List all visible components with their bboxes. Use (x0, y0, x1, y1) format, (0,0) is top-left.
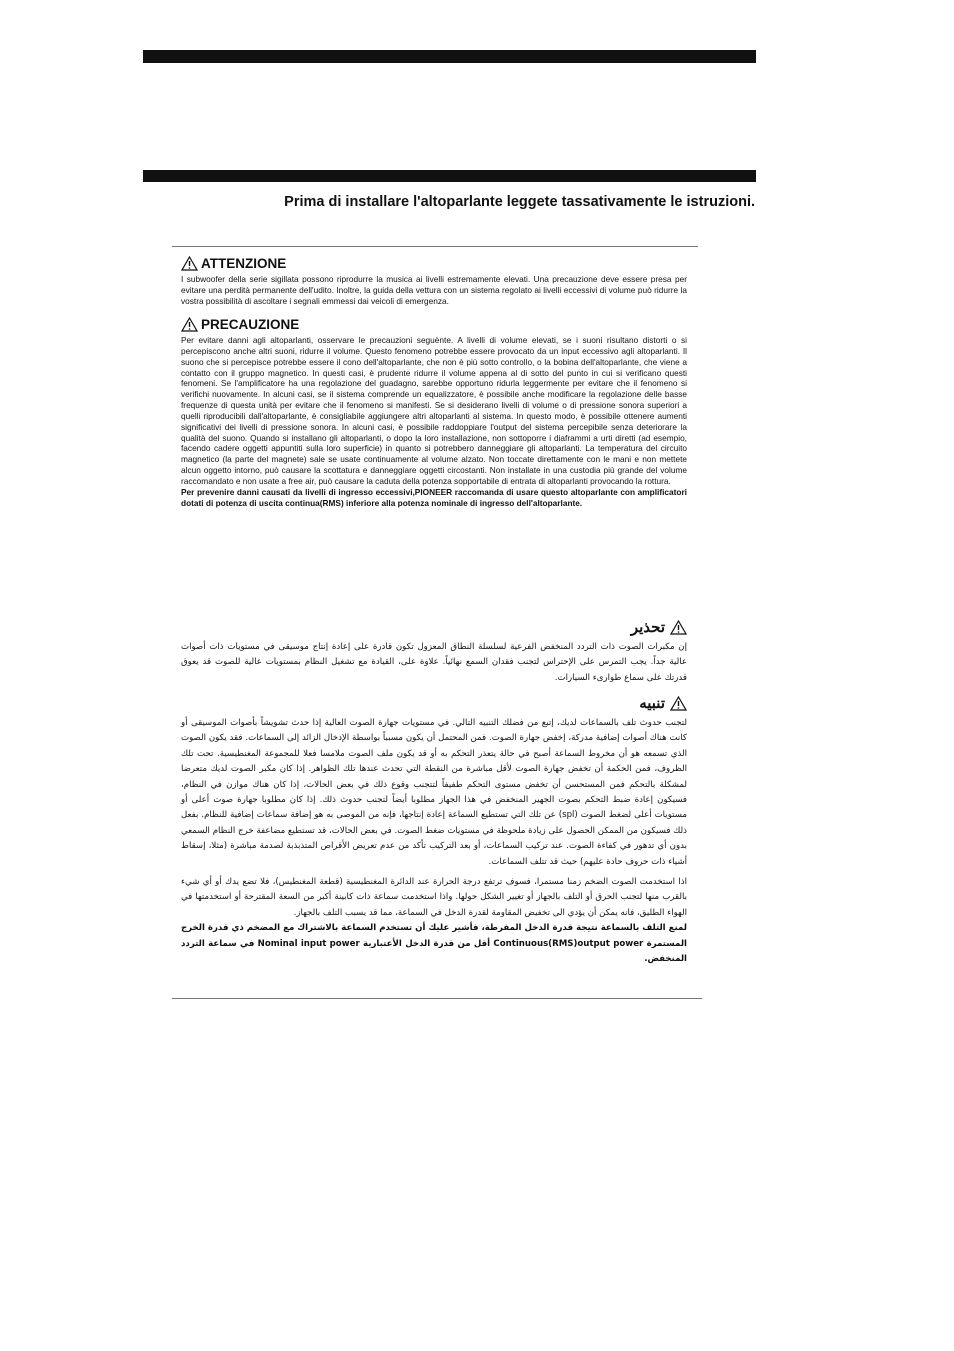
warning-triangle-icon (181, 317, 198, 332)
tanbih-bold-text: لمنع التلف بالسماعة نتيجة قدرة الدخل المفرطة، فأشير عليك أن تستخدم السماعة بالاشتراك مع المضخم ذي قدرة الخرج المستمرة Continuous(RMS)output power أقل من قدرة الدخل الأعتبارية Nominal input power في سماعة التردد المنخفض. (180, 923, 687, 965)
tahdhir-text: إن مكبرات الصوت ذات التردد المنخفض الفرعية لسلسلة النطاق المعزول تكون قادرة على إعادة إنتاج موسيقى في مستويات ذات أصوات عالية جداً. يجب التمرس على الإحتراس لتجنب فقدان السمع نهائياً. علاوة على، القيادة مع تشغيل النظام بمستويات عالية للصوت قد يعوق قدرتك على سماع طوارىء السيارات. (181, 642, 687, 683)
warning-triangle-icon (181, 256, 198, 271)
precauzione-bold-text: Per prevenire danni causati da livelli di ingresso eccessivi,PIONEER raccomanda di usare questo altoparlante con amplificatori dotati di potenza di uscita continua(RMS) inferiore alla potenza nominale di ingresso dell'altoparlante. (181, 486, 687, 508)
precauzione-text: Per evitare danni agli altoparlanti, osservare le precauzioni seguènte. A livelli di volume elevati, se i suoni risultano distorti o si percepiscono anche altri suoni, ridurre il volume. Questo fenomeno potrebbe essere provocato da un input eccessivo agli altoparlanti. Il suono che si percepisce potrebbe essere il cono dell'altoparlante, che non è più sotto controllo, o la bobina dell'altoparlante, che viene a contatto con il gruppo magnetico. In questi casi, è prudente ridurre il volume appena al di sotto del punto in cui si verificano questi fenomeni. Se l'amplificatore ha una regolazione del guadagno, sarebbe opportuno ridurla leggermente per evitare che il fenomeno si verifichi nuovamente. In alcuni casi, se il sistema comprende un equalizzatore, è possibile anche modificare la regolazione delle basse frequenze di questa unità per evitare che il fenomeno si manifesti. Se si desiderano livelli di volume o di pressione sonora superiori a quelli riproducibili dall'altoparlante, è consigliabile aggiungere altri altoparlanti al sistema. In questo modo, è possibile ottenere aumenti significativi dei livelli di pressione sonora. In alcuni casi, è possibile raddoppiare l'output del sistema percepibile senza deteriorare la qualità del suono. Quando si installano gli altoparlanti, o dopo la loro installazione, non sottoporre i diaframmi a urti diretti (ad esempio, facendo cadere oggetti appuntiti sulla loro superficie) in quanto si potrebbero danneggiare gli altoparlanti. La temperatura del circuito magnetico (la parte del magnete) sale se usate continuamente al volume alzato. Non toccate direttamente con le mani e non mettete alcun oggetto intorno, può causare la scottatura e danneggiare oggetti circostanti. Non installate in una custodia più grande del volume raccomandato e non usate a free air, può causare la caduta della potenza sopportabile di entrata di altoparlanti provocando la rottura. (181, 335, 687, 486)
tahdhir-heading (181, 618, 687, 636)
intro-heading: Prima di installare l'altoparlante leggete tassativamente le istruzioni. (284, 194, 755, 210)
tanbih-title: تنبيه (639, 695, 665, 712)
attenzione-text: I subwoofer della serie sigillata possono riprodurre la musica ai livelli estremamente elevati. Una precauzione deve essere presa per evitare una perdità permanente dell'udito. Inoltre, la guida della vettura con un sistema regolato ai livelli eccessivi di volume può ridurre la vostra possibilità di ascoltare i segnali emmessi dai veicoli di emergenza. (181, 274, 687, 306)
bottom-rule (172, 998, 702, 999)
top-black-bar (143, 50, 756, 63)
warning-triangle-icon (670, 696, 687, 711)
section-attenzione (181, 256, 687, 307)
section-tanbih (181, 694, 687, 968)
tanbih-heading (181, 694, 687, 712)
section-tahdhir (181, 618, 687, 686)
precauzione-title: PRECAUZIONE (201, 317, 300, 332)
tanbih-text: لتجنب حدوث تلف بالسماعات لديك، إتبع من فضلك التنبيه التالي. في مستويات جهارة الصوت العالية إذا حدث تشويشاً بأصوات الموسيقى أو كانت هناك أصوات إضافية مدركة، إخفض جهارة الصوت. فمن المحتمل أن يكون مسبباً بواسطة الإدخال الزائد إلى السماعات. فقد يكون الصوت الذي تسمعه هو أن مخروط السماعة أصبح في حالة يتعذر التحكم به أو قد يكون ملف الصوت ملامسا فعلا للمجموعة المغنطيسية. تحت تلك الظروف، فمن الحكمة أن تخفض جهارة الصوت لأقل مباشرة من النقطة التي تحدث عندها تلك الظواهر. إذا كان مكبر الصوت لديك متعرضا لمشكلة بالتحكم فمن المستحسن أن تخفض مستوى التحكم طفيفاً لتتجنب وقوع ذلك في بعض الحالات، إذا كان هناك موازن في النظام، فسيكون إعادة ضبط التحكم بصوت الجهير المنخفض في هذا الجهاز مطلوبا أيضاً لتجنب حدوث ذلك. إذا كان مطلوبا جهارة صوت أعلى أو مستويات أعلى لضغط الصوت (spl) عن تلك التي تستطيع السماعة إعادة إنتاجها، فإنه من الموصى به هو إضافة سماعات إضافية للنظام. بفعل ذلك فسيكون من الممكن الحصول على زيادة ملحوظة في مستويات ضغط الصوت. في بعض الحالات، قد تستطيع مضاعفة خرج النظام السمعي بدون أي تدهور في كفاءة الصوت. عند تركيب السماعات، أو بعد التركيب تأكد من عدم تعريض الأقراص المتذبذبة لصدمة مباشرة (مثلا، إسقاط أشياء ذات حروف حادة عليهم) حيث قد تتلف السماعات. (181, 718, 687, 867)
tanbih-text-2: اذا استخدمت الصوت الضخم زمنا مستمرا، فسوف ترتفع درجة الحرارة عند الدائرة المغنطيسية (قطعة المغنطيس)، فلا تضع يدك أو أي شيء بالقرب منها لتجنب الحرق أو التلف بالجهاز أو تغيير الشكل حولها. واذا استخدمت سماعة ذات كابينة أكبر من السعة المقترحة أو استخدمتها في الهواء الطليق، فانه يمكن أن يؤدي الى تخفيض المقاومة لقدرة الدخل في السماعة، مما قد يسبب التلف بالجهاز. (181, 877, 687, 918)
section-precauzione (181, 317, 687, 509)
precauzione-heading (181, 317, 687, 332)
attenzione-title: ATTENZIONE (201, 256, 287, 271)
top-rule (172, 246, 698, 247)
second-black-bar (143, 170, 756, 182)
warning-triangle-icon (670, 620, 687, 635)
tahdhir-title: تحذير (630, 619, 665, 636)
attenzione-heading (181, 256, 687, 271)
